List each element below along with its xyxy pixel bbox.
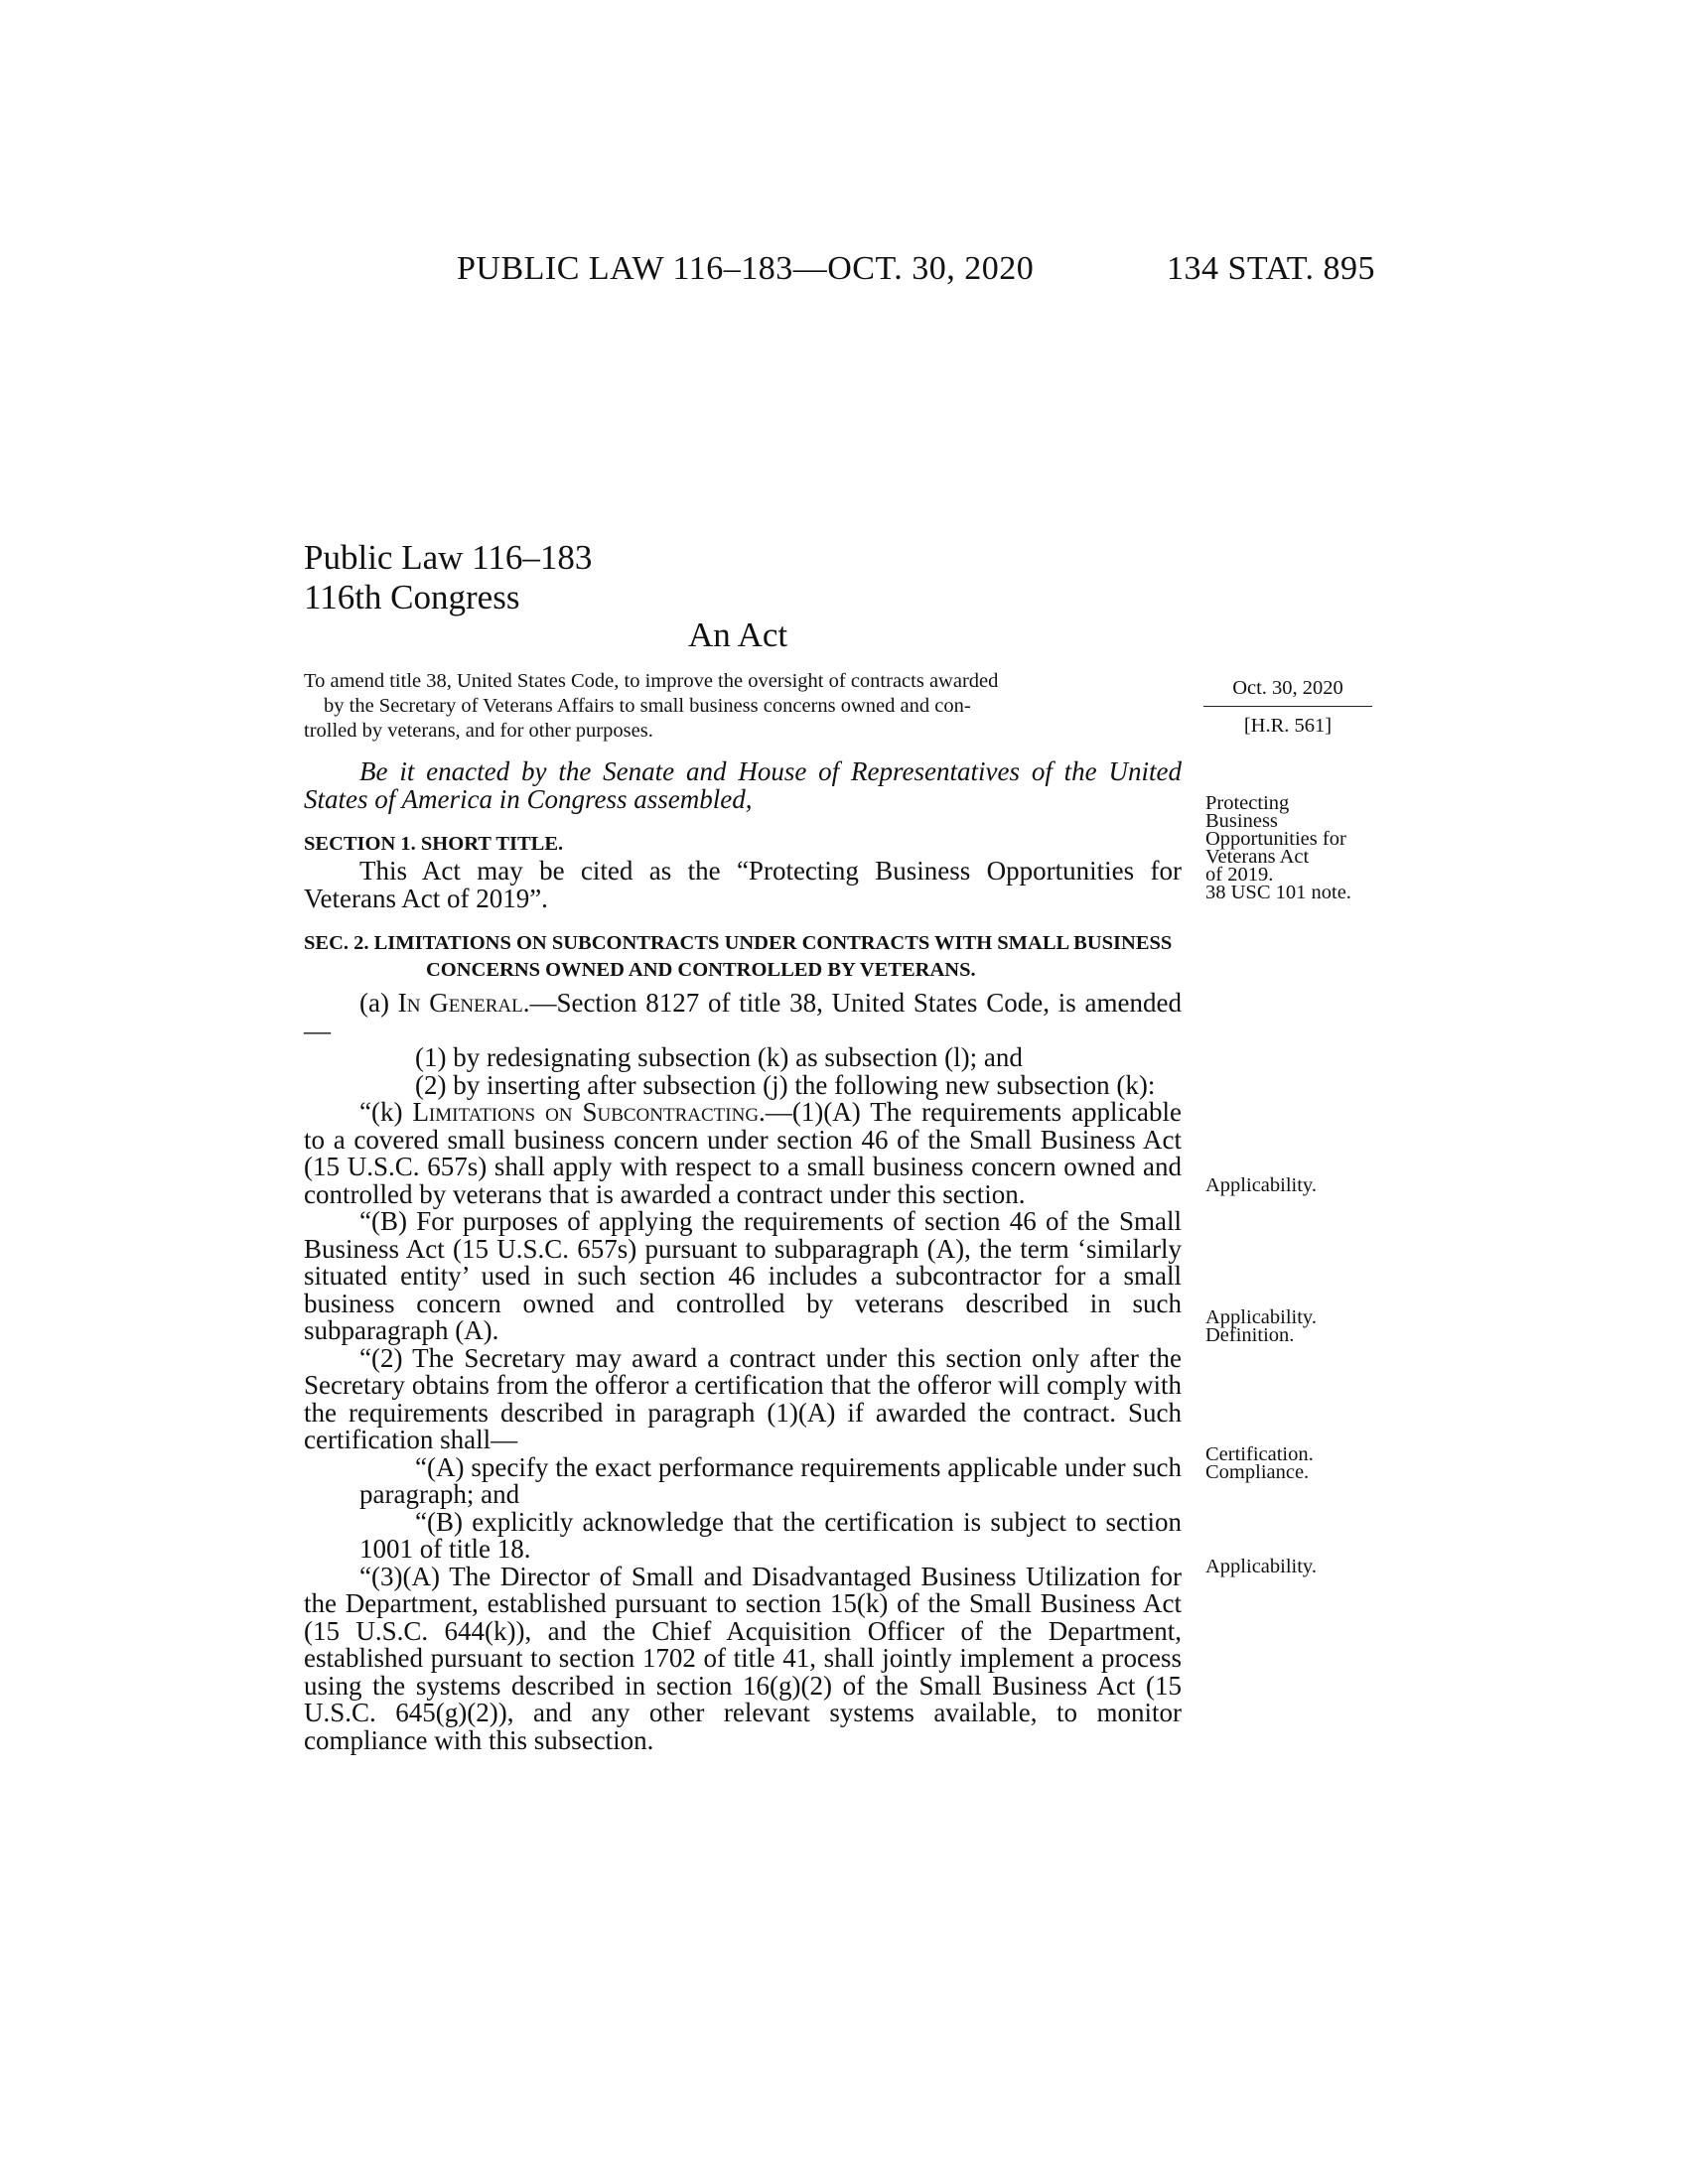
long-title-line: by the Secretary of Veterans Affairs to small business concerns owned and con- (324, 695, 971, 717)
congress-number: 116th Congress (304, 578, 520, 616)
margin-note-certification-compliance (1205, 1445, 1314, 1481)
public-law-number: Public Law 116–183 (304, 538, 593, 577)
margin-note-line: Definition. (1205, 1324, 1295, 1346)
margin-note-applicability-definition (1205, 1308, 1317, 1344)
subsection-k (304, 1099, 1182, 1208)
margin-note-line: 38 USC 101 note. (1205, 882, 1351, 903)
long-title (304, 669, 1180, 744)
margin-note-applicability (1205, 1558, 1317, 1575)
margin-note-line: Business (1205, 810, 1278, 832)
subsection-a (304, 990, 1182, 1044)
section-2-heading: SEC. 2. LIMITATIONS ON SUBCONTRACTS UNDER CONTRACTS WITH SMALL BUSINESS CONCERNS OWNED AND CONTROLLED BY VETERANS. (304, 932, 1173, 981)
amendment-item-2: (2) by inserting after subsection (j) the following new subsection (k): (415, 1069, 1156, 1100)
margin-date: Oct. 30, 2020 (1203, 677, 1372, 707)
margin-note-applicability (1205, 1176, 1317, 1194)
subsection-k-caption: Limitations on Subcontracting. (412, 1097, 766, 1127)
subsection-k-label: “(k) (359, 1097, 413, 1127)
margin-note-line: Certification. (1205, 1443, 1314, 1465)
amendment-item-1: (1) by redesignating subsection (k) as subsection (l); and (415, 1042, 1023, 1072)
paragraph-k2: “(2) The Secretary may award a contract under this section only after the Secretary obtains from the offeror a certification that the offeror will comply with the requirements described in paragraph (1)(A) if awarded the contract. Such certification shall— (304, 1342, 1182, 1454)
subsection-a-label: (a) (359, 988, 398, 1018)
section-1-heading: SECTION 1. SHORT TITLE. (304, 833, 564, 855)
subsection-k-text: —(1)(A) The requirements applicable to a covered small business concern under section 46 of the Small Business Act (15 U.S.C. 657s) shall apply with respect to a small business concern owned and controlled by veterans that is awarded a contract under this section. (304, 1097, 1183, 1209)
margin-note-line: Compliance. (1205, 1461, 1310, 1483)
enacting-clause: Be it enacted by the Senate and House of Representatives of the United States of America in Congress assembled, (304, 756, 1182, 814)
margin-note-line: Applicability. (1205, 1306, 1317, 1328)
margin-note-line: of 2019. (1205, 864, 1274, 886)
section-1-text: This Act may be cited as the “Protecting Business Opportunities for Veterans Act of 2019”. (304, 856, 1182, 913)
main-text-column (304, 758, 1182, 1754)
subsection-a-caption: In General. (397, 988, 530, 1018)
long-title-line: To amend title 38, United States Code, to improve the oversight of contracts awarded (304, 670, 999, 692)
act-heading: An Act (688, 615, 788, 654)
margin-note-line: Applicability. (1205, 1556, 1317, 1577)
paragraph-k1B: “(B) For purposes of applying the requirements of section 46 of the Small Business Act (15 U.S.C. 657s) pursuant to subparagraph (A), the term ‘similarly situated entity’ used in such section 46 includes a subcontractor for a small business concern owned and controlled by veterans described in such subparagraph (A). (304, 1206, 1182, 1345)
long-title-line: trolled by veterans, and for other purposes. (304, 720, 653, 742)
running-header-title: PUBLIC LAW 116–183—OCT. 30, 2020 (457, 250, 1035, 287)
statute-page-number: 134 STAT. 895 (1167, 250, 1375, 287)
paragraph-k3A: “(3)(A) The Director of Small and Disadvantaged Business Utilization for the Department, established pursuant to section 15(k) of the Small Business Act (15 U.S.C. 644(k)), and the Chief Acquisition Officer of the Department, established pursuant to section 1702 of title 41, shall jointly implement a process using the systems described in section 16(g)(2) of the Small Business Act (15 U.S.C. 645(g)(2)), and any other relevant systems available, to monitor compliance with this subsection. (304, 1561, 1182, 1755)
margin-note-line: Applicability. (1205, 1174, 1317, 1196)
margin-note-line: Protecting (1205, 792, 1290, 814)
subsection-a-text: —Section 8127 of title 38, United States Code, is amended— (304, 988, 1182, 1045)
paragraph-k2A: “(A) specify the exact performance requirements applicable under such paragraph; and (359, 1451, 1182, 1509)
bill-number: [H.R. 561] (1243, 715, 1333, 737)
paragraph-k2B: “(B) explicitly acknowledge that the certification is subject to section 1001 of title 18. (359, 1506, 1182, 1564)
enactment-date-block (1203, 677, 1372, 738)
margin-note-line: Opportunities for (1205, 828, 1346, 850)
margin-note-short-title (1205, 794, 1351, 901)
margin-note-line: Veterans Act (1205, 846, 1310, 868)
